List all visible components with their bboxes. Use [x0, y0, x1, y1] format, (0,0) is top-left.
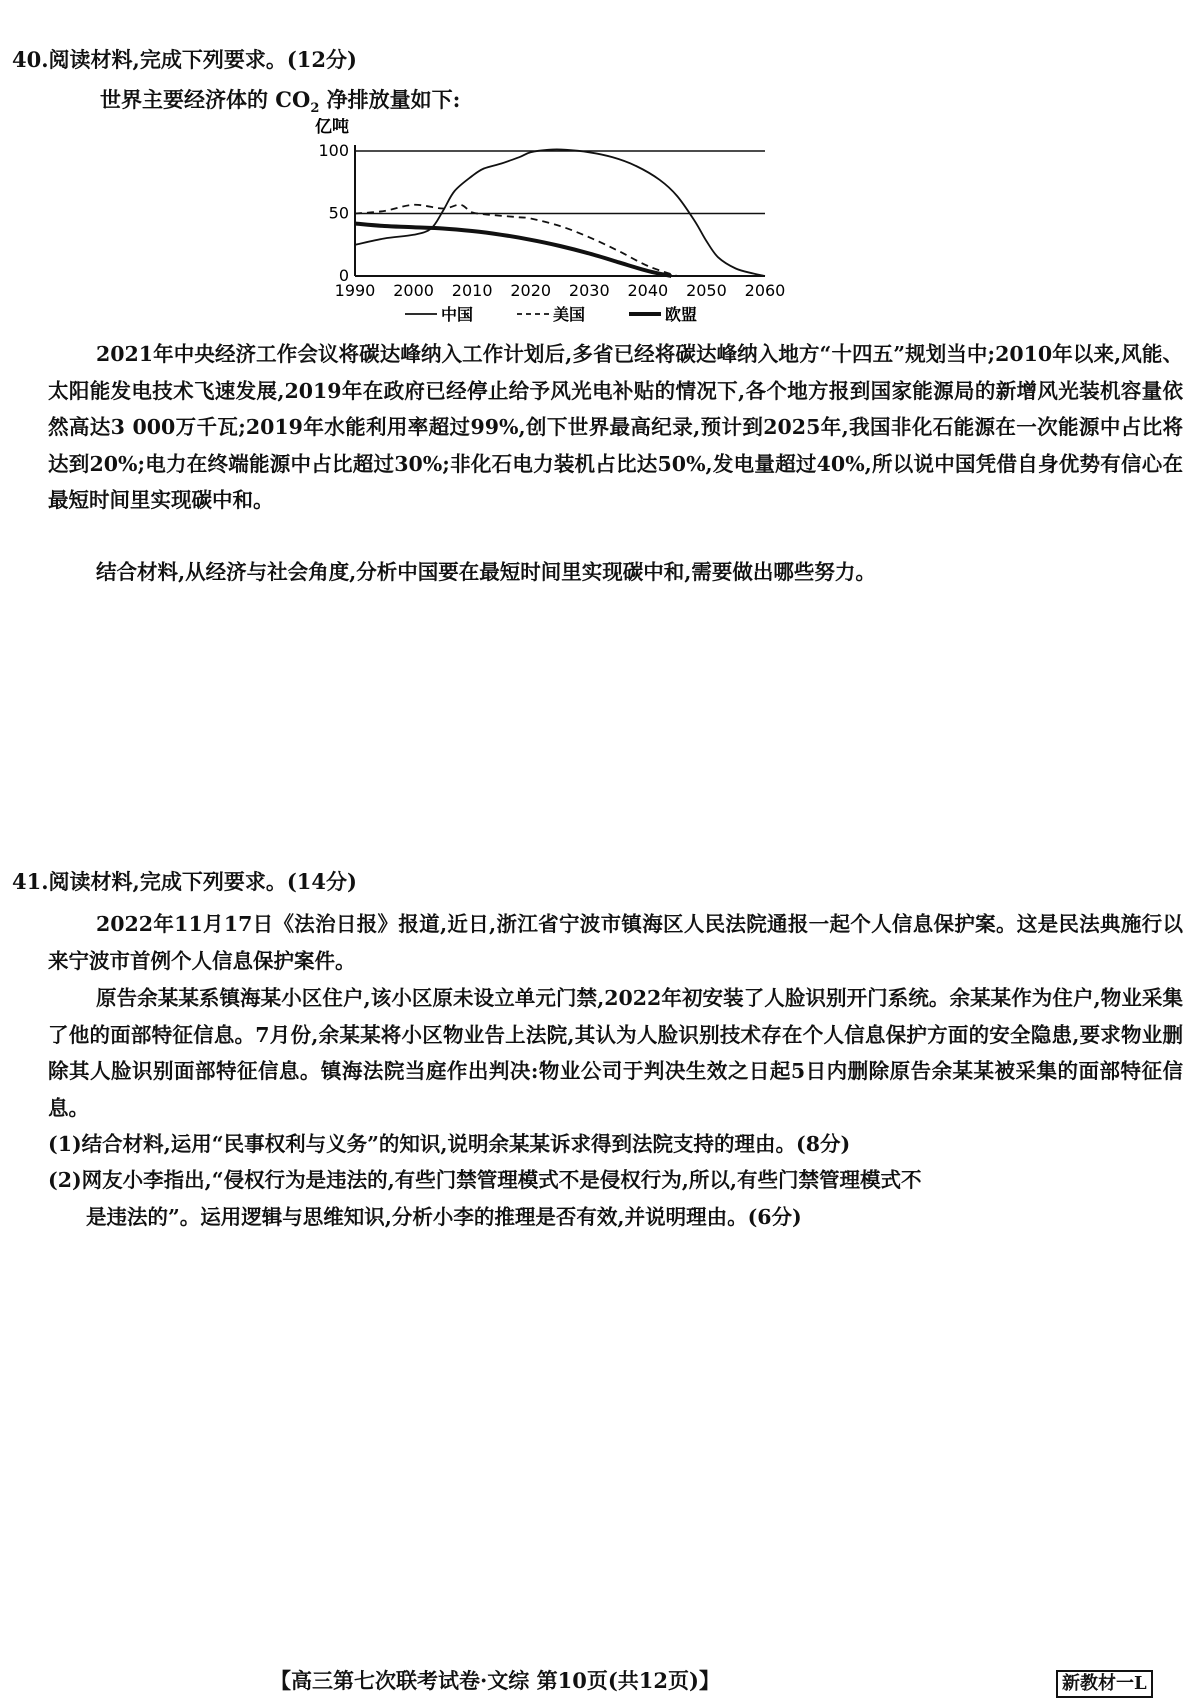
legend-label-3: 欧盟	[665, 305, 698, 324]
chart-intro-subscript: 2	[310, 101, 320, 117]
question-40-heading: 40.阅读材料,完成下列要求。(12分)	[12, 47, 357, 72]
x-tick-label: 2000	[393, 281, 434, 300]
x-tick-label: 2020	[510, 281, 552, 300]
chart-intro	[100, 84, 460, 116]
item-1-text: 结合材料,运用“民事权利与义务”的知识,说明余某某诉求得到法院支持的理由。(8分)	[81, 1132, 851, 1156]
edition-tag: 新教材一L	[1056, 1670, 1153, 1698]
chart-intro-text: 世界主要经济体的 CO	[100, 87, 311, 112]
x-tick-label: 2060	[744, 281, 786, 300]
co2-emissions-chart	[310, 118, 810, 340]
x-tick-label: 2010	[451, 281, 493, 300]
question-41-item-2	[48, 1162, 1183, 1235]
y-tick-label: 50	[328, 203, 349, 223]
page-footer: 【高三第七次联考试卷·文综 第10页(共12页)】	[270, 1668, 720, 1693]
x-tick-label: 1990	[334, 281, 376, 300]
y-axis-unit-label: 亿吨	[315, 118, 349, 137]
chart-intro-tail: 净排放量如下:	[319, 87, 461, 112]
x-tick-label: 2050	[686, 281, 727, 300]
question-40-material: 2021年中央经济工作会议将碳达峰纳入工作计划后,多省已经将碳达峰纳入地方“十四五”规划当中;2010年以来,风能、太阳能发电技术飞速发展,2019年在政府已经停止给予风光电补贴的情况下,各个地方报到国家能源局的新增风光装机容量依然高达3 000万千瓦;2019年水能利用率超过99%,创下世界最高纪录,预计到2025年,我国非化石能源在一次能源中占比将达到20%;电力在终端能源中占比超过30%;非化石电力装机占比达50%,发电量超过40%,所以说中国凭借自身优势有信心在最短时间里实现碳中和。	[48, 342, 1183, 512]
x-tick-label: 2040	[627, 281, 669, 300]
question-40-prompt: 结合材料,从经济与社会角度,分析中国要在最短时间里实现碳中和,需要做出哪些努力。	[96, 560, 876, 584]
question-41-material-2: 原告余某某系镇海某小区住户,该小区原未设立单元门禁,2022年初安装了人脸识别开门系统。余某某作为住户,物业采集了他的面部特征信息。7月份,余某某将小区物业告上法院,其认为人脸识别技术存在个人信息保护方面的安全隐患,要求物业删除其人脸识别面部特征信息。镇海法院当庭作出判决:物业公司于判决生效之日起5日内删除原告余某某被采集的面部特征信息。	[48, 986, 1183, 1120]
item-2-line-1: 网友小李指出,“侵权行为是违法的,有些门禁管理模式不是侵权行为,所以,有些门禁管理模式不	[81, 1168, 922, 1192]
x-tick-label: 2030	[568, 281, 610, 300]
series-line-3	[355, 224, 671, 277]
question-41-material-1: 2022年11月17日《法治日报》报道,近日,浙江省宁波市镇海区人民法院通报一起个人信息保护案。这是民法典施行以来宁波市首例个人信息保护案件。	[48, 912, 1183, 973]
legend-label-1: 中国	[441, 305, 474, 324]
question-41-item-1	[48, 1126, 1183, 1163]
y-tick-label: 0	[338, 266, 349, 285]
question-41-heading: 41.阅读材料,完成下列要求。(14分)	[12, 869, 357, 894]
item-1-label: (1)	[48, 1132, 82, 1156]
legend-label-2: 美国	[553, 305, 586, 324]
item-2-label: (2)	[48, 1168, 82, 1192]
y-tick-label: 100	[318, 141, 349, 160]
item-2-line-2: 是违法的”。运用逻辑与思维知识,分析小李的推理是否有效,并说明理由。(6分)	[86, 1204, 802, 1229]
